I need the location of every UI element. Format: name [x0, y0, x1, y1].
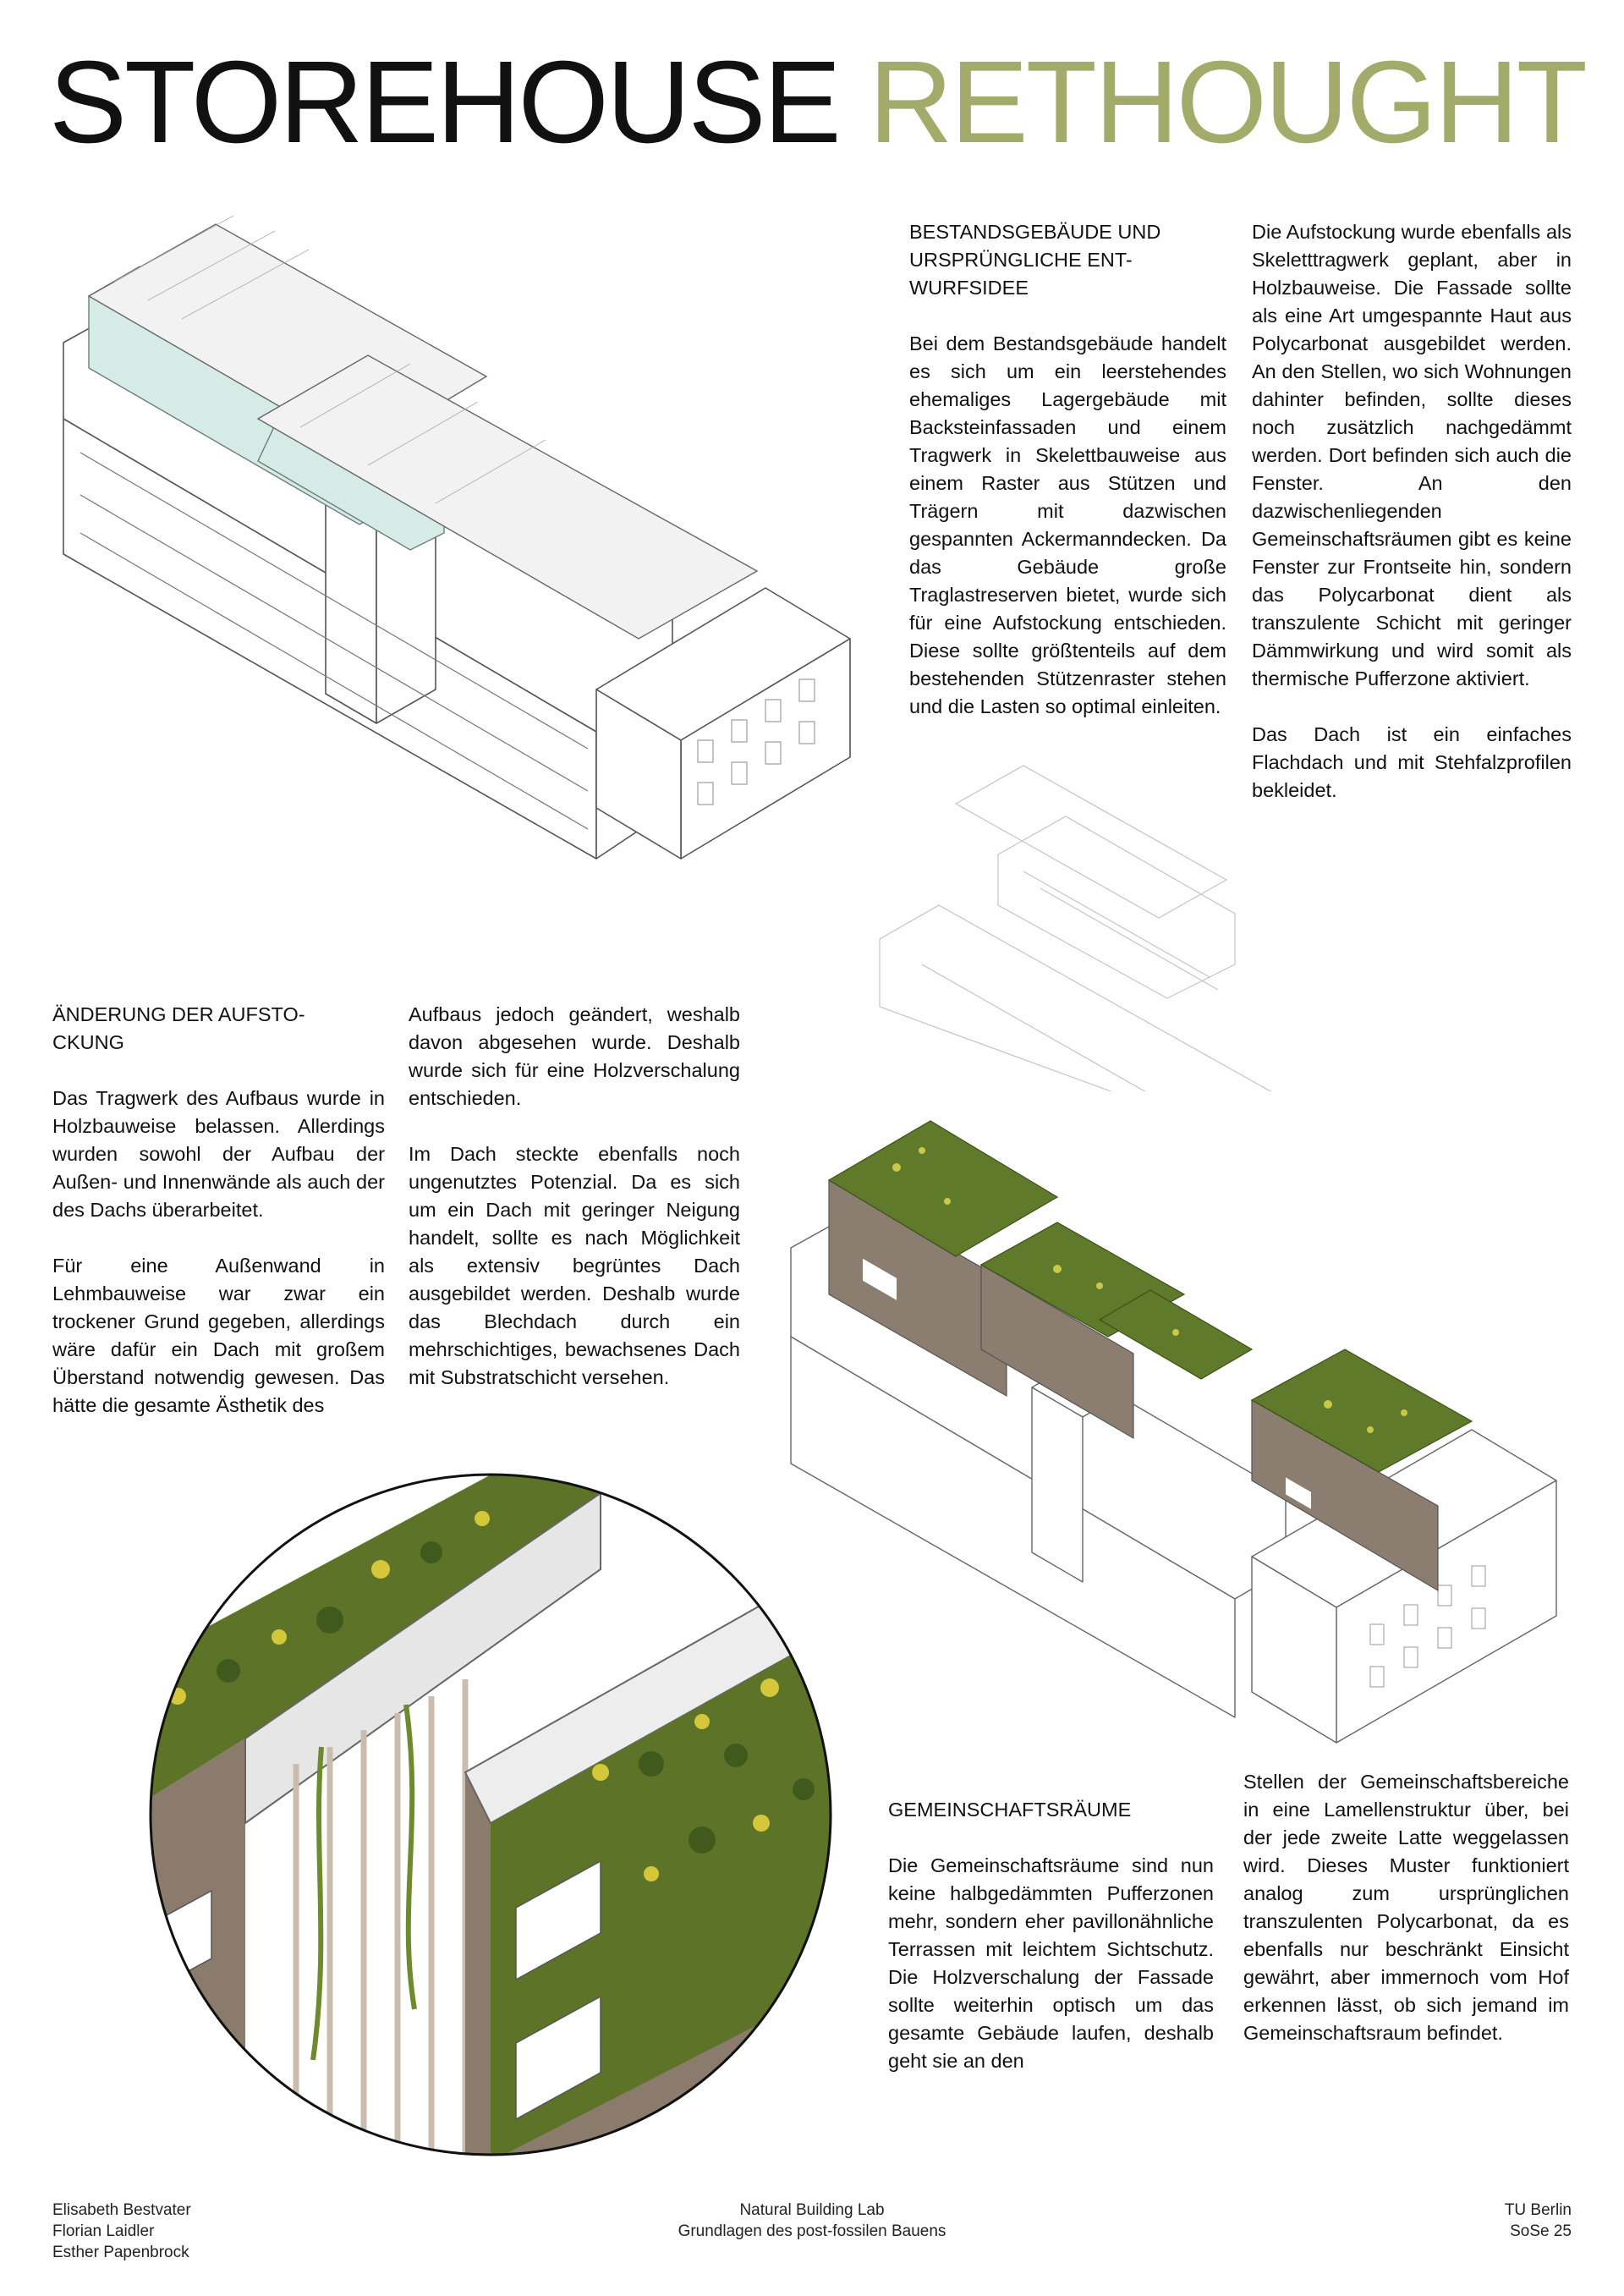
semester: SoSe 25 [1510, 2222, 1572, 2240]
section3-paragraph-1: Die Gemeinschaftsräume sind nun keine halbgedämmten Pufferzonen mehr, sondern eher pavillonähnliche Terrassen mit leichtem Sichtschutz. Die Holzverschalung der Fassade sollte weiterhin optisch um das gesamte Gebäude laufen, deshalb geht sie an den [888, 1854, 1214, 2072]
footer-authors [52, 2200, 191, 2263]
page-title [49, 37, 1585, 168]
author-2: Florian Laidler [52, 2222, 155, 2240]
title-word-rethought: RETHOUGHT [869, 37, 1585, 168]
section3-column-right [1243, 1768, 1569, 2047]
section1-paragraph-1: Bei dem Bestandsgebäude handelt es sich um ein leerstehendes ehemaliges Lagergebäude mit Backsteinfassaden und einem Tragwerk in Skelettbauweise aus einem Raster aus Stützen und Trägern mit dazwischen gespannten Ackermanndecken. Da das Gebäude große Traglastreserven bietet, wurde sich für eine Aufstockung entschieden. Diese sollte größtenteils auf dem bestehenden Stützenraster stehen und die Lasten so optimal einleiten. [909, 332, 1226, 717]
footer-course [643, 2200, 981, 2242]
university: TU Berlin [1504, 2201, 1572, 2219]
section2-paragraph-3: Aufbaus jedoch geändert, weshalb davon abgesehen wurde. Deshalb wurde sich für eine Holzverschalung entschieden. [409, 1003, 740, 1109]
footer-institution [1438, 2200, 1572, 2242]
section2-column-right [409, 1001, 740, 1392]
section2-column-left [52, 1001, 385, 1420]
existing-building-axonometric [47, 216, 859, 893]
lab-name: Natural Building Lab [739, 2201, 885, 2219]
exploded-axonometric [871, 753, 1311, 1091]
roof-detail-circle [127, 1468, 854, 2161]
section2-paragraph-1: Das Tragwerk des Aufbaus wurde in Holzbauweise belassen. Allerdings wurden sowohl der Aufbau der Außen- und Innenwände als auch der des Dachs überarbeitet. [52, 1087, 385, 1221]
section2-paragraph-2: Für eine Außenwand in Lehmbauweise war zwar ein trockener Grund gegeben, allerdings wäre dafür ein Dach mit großem Überstand notwendig gewesen. Das hätte die gesamte Ästhetik des [52, 1255, 385, 1416]
section1-paragraph-2: Die Aufstockung wurde ebenfalls als Skeletttragwerk geplant, aber in Holzbauweise. Die Fassade sollte als eine Art umgespannte Haut aus Polycarbonat ausgebildet werden. An den Stellen, wo sich Wohnungen dahinter befinden, sollte dieses noch zusätzlich nachgedämmt werden. Dort befinden sich auch die Fenster. An den dazwischenliegenden Gemeinschaftsräumen gibt es keine Fenster zur Frontseite hin, sondern das Polycarbonat dient als transzulente Schicht mit geringer Dämmwirkung und wird somit als thermische Pufferzone aktiviert. [1252, 221, 1572, 689]
section1-column-left [909, 218, 1226, 721]
section1-paragraph-3: Das Dach ist ein einfaches Flachdach und mit Stehfalzprofilen bekleidet. [1252, 723, 1572, 801]
section2-heading: ÄNDERUNG DER AUFSTO- CKUNG [52, 1003, 305, 1053]
green-roof-axonometric [778, 1108, 1616, 1802]
section3-paragraph-2: Stellen der Gemeinschaftsbereiche in eine Lamellenstruktur über, bei der jede zweite Latte weggelassen wird. Dieses Muster funktioniert analog zum ursprünglichen transzulenten Polycarbonat, da es ebenfalls nur beschränkt Einsicht gewährt, aber immernoch vom Hof erkennen lässt, ob sich jemand im Gemeinschaftsraum befindet. [1243, 1771, 1569, 2044]
section3-column-left [888, 1796, 1214, 2075]
author-1: Elisabeth Bestvater [52, 2201, 191, 2219]
title-word-storehouse: STOREHOUSE [49, 37, 839, 168]
section1-heading: BESTANDSGEBÄUDE UND URSPRÜNGLICHE ENT- WURFSIDEE [909, 221, 1161, 299]
author-3: Esther Papenbrock [52, 2244, 189, 2261]
section2-paragraph-4: Im Dach steckte ebenfalls noch ungenutztes Potenzial. Da es sich um ein Dach mit geringer Neigung handelt, sollte es nach Möglichkeit als extensiv begrüntes Dach ausgebildet werden. Deshalb wurde das Blechdach durch ein mehrschichtiges, bewachsenes Dach mit Substratschicht versehen. [409, 1143, 740, 1388]
section1-column-right [1252, 218, 1572, 805]
course-name: Grundlagen des post-fossilen Bauens [678, 2222, 946, 2240]
section3-heading: GEMEINSCHAFTSRÄUME [888, 1799, 1132, 1821]
